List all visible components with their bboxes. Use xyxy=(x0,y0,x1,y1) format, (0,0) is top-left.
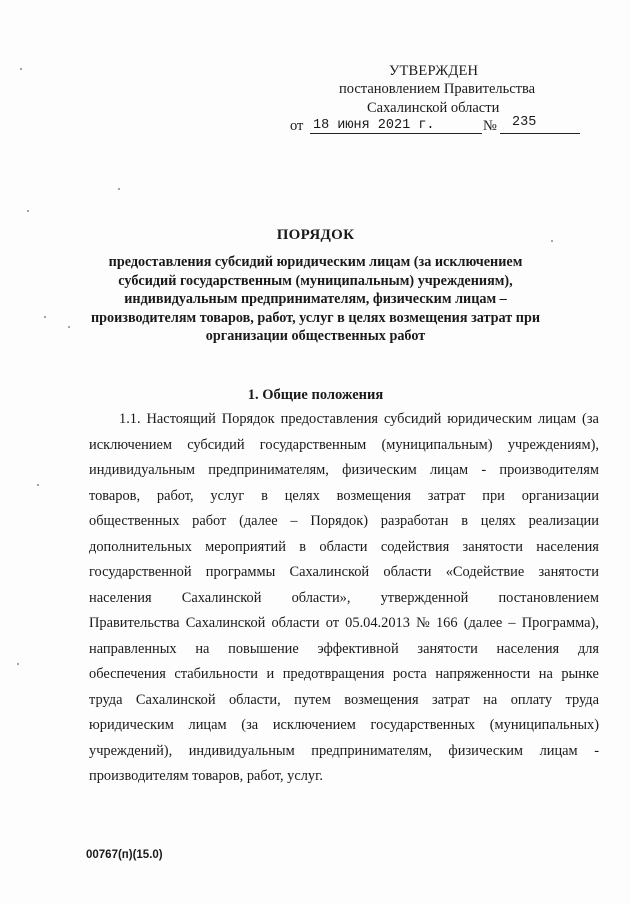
subtitle-line: субсидий государственным (муниципальным) учреждениям), xyxy=(118,272,513,289)
body-line: обеспечения стабильности и предотвращения роста напряженности на рынке xyxy=(89,666,599,682)
body-line: 1.1. Настоящий Порядок предоставления субсидий юридическим лицам (за xyxy=(119,411,599,427)
document-code: 00767(п)(15.0) xyxy=(86,849,163,861)
approval-number: 235 xyxy=(500,114,580,134)
subtitle-line: индивидуальным предпринимателям, физическим лицам – xyxy=(124,291,507,308)
body-line: направленных на повышение эффективной занятости населения для xyxy=(89,640,599,657)
scan-speck xyxy=(27,210,29,212)
number-label: № xyxy=(483,118,497,134)
body-line: государственной программы Сахалинской области «Содействие занятости xyxy=(89,564,599,580)
body-line: населения Сахалинской области», утвержденной постановлением xyxy=(89,589,599,606)
scan-speck xyxy=(551,240,553,242)
body-line: индивидуальным предпринимателям, физическим лицам - производителям xyxy=(89,462,599,478)
body-line: общественных работ (далее – Порядок) разработан в целях реализации xyxy=(89,513,599,529)
body-line: Правительства Сахалинской области от 05.04.2013 № 166 (далее – Программа), xyxy=(89,615,599,631)
scan-speck xyxy=(37,484,39,486)
subtitle-line: производителям товаров, работ, услуг в целях возмещения затрат при xyxy=(90,309,541,326)
scan-speck xyxy=(17,663,19,665)
body-line: товаров, работ, услуг в целях возмещения затрат при организации xyxy=(89,487,599,504)
subtitle-line: предоставления субсидий юридическим лицам (за исключением xyxy=(108,254,523,270)
body-line: исключением субсидий государственным (муниципальным) учреждениям), xyxy=(89,436,599,453)
body-line: производителям товаров, работ, услуг. xyxy=(89,768,323,784)
document-title: ПОРЯДОК xyxy=(276,227,355,243)
scan-speck xyxy=(68,326,70,328)
scan-speck xyxy=(118,188,120,190)
body-paragraph xyxy=(89,407,599,790)
section-heading: 1. Общие положения xyxy=(247,387,384,403)
body-line: учреждений), индивидуальным предпринимателям, физическим лицам - xyxy=(89,742,599,759)
body-line: дополнительных мероприятий в области содействия занятости населения xyxy=(89,538,599,555)
approval-date: 18 июня 2021 г. xyxy=(310,117,482,134)
body-line: юридическим лицам (за исключением государственных (муниципальных) xyxy=(89,717,599,733)
body-line: труда Сахалинской области, путем возмещения затрат на оплату труда xyxy=(89,691,599,708)
scan-speck xyxy=(20,68,22,70)
approval-region: Сахалинской области xyxy=(367,100,500,116)
approval-date-number-line xyxy=(290,117,585,137)
approval-heading: УТВЕРЖДЕН xyxy=(389,63,479,79)
document-subtitle xyxy=(60,253,571,346)
subtitle-line: организации общественных работ xyxy=(205,328,426,345)
from-label: от xyxy=(290,118,304,134)
approval-issuer: постановлением Правительства xyxy=(339,81,536,97)
scan-speck xyxy=(44,316,46,318)
